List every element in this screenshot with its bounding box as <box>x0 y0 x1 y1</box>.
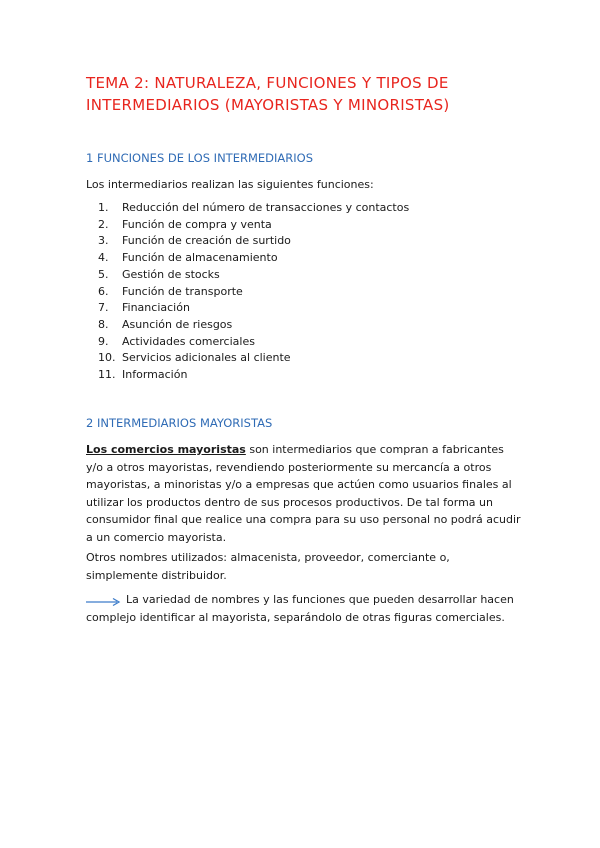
list-item: 9. Actividades comerciales <box>98 334 255 348</box>
functions-list <box>98 200 409 384</box>
list-item: 4. Función de almacenamiento <box>98 251 278 265</box>
list-item: 1. Reducción del número de transacciones y contactos <box>98 201 410 214</box>
list-item: 11. Información <box>98 368 188 382</box>
bold-term: Los comercios mayoristas <box>86 443 246 456</box>
paragraph-note <box>86 591 522 626</box>
list-item: 7. Financiación <box>98 301 190 315</box>
title-line-2: INTERMEDIARIOS (MAYORISTAS Y MINORISTAS) <box>86 96 450 114</box>
section-heading-mayoristas: 2 INTERMEDIARIOS MAYORISTAS <box>86 416 273 430</box>
arrow-right-icon <box>86 595 122 605</box>
page-title <box>86 72 526 116</box>
paragraph-text: La variedad de nombres y las funciones que pueden desarrollar hacen complejo identificar al mayorista, separándolo de otras figuras comerciales. <box>86 593 514 624</box>
title-line-1: TEMA 2: NATURALEZA, FUNCIONES Y TIPOS DE <box>86 74 449 92</box>
list-item: 6. Función de transporte <box>98 284 243 298</box>
list-item: 8. Asunción de riesgos <box>98 317 233 331</box>
list-item: 10. Servicios adicionales al cliente <box>98 351 291 365</box>
intro-text: Los intermediarios realizan las siguientes funciones: <box>86 178 374 191</box>
list-item: 3. Función de creación de surtido <box>98 234 291 248</box>
section-heading-funciones: 1 FUNCIONES DE LOS INTERMEDIARIOS <box>86 151 313 165</box>
paragraph-definition <box>86 441 522 546</box>
list-item: 2. Función de compra y venta <box>98 217 272 231</box>
paragraph-text: son intermediarios que compran a fabricantes y/o a otros mayoristas, revendiendo posteriormente su mercancía a otros mayoristas, a minoristas y/o a empresas que actúen como usuarios finales al utilizar los productos dentro de sus procesos productivos. De tal forma un consumidor final que realice una compra para su uso personal no podrá acudir a un comercio mayorista. <box>86 443 521 544</box>
list-item: 5. Gestión de stocks <box>98 267 220 281</box>
paragraph-other-names: Otros nombres utilizados: almacenista, proveedor, comerciante o, simplemente distribuidor. <box>86 551 450 582</box>
